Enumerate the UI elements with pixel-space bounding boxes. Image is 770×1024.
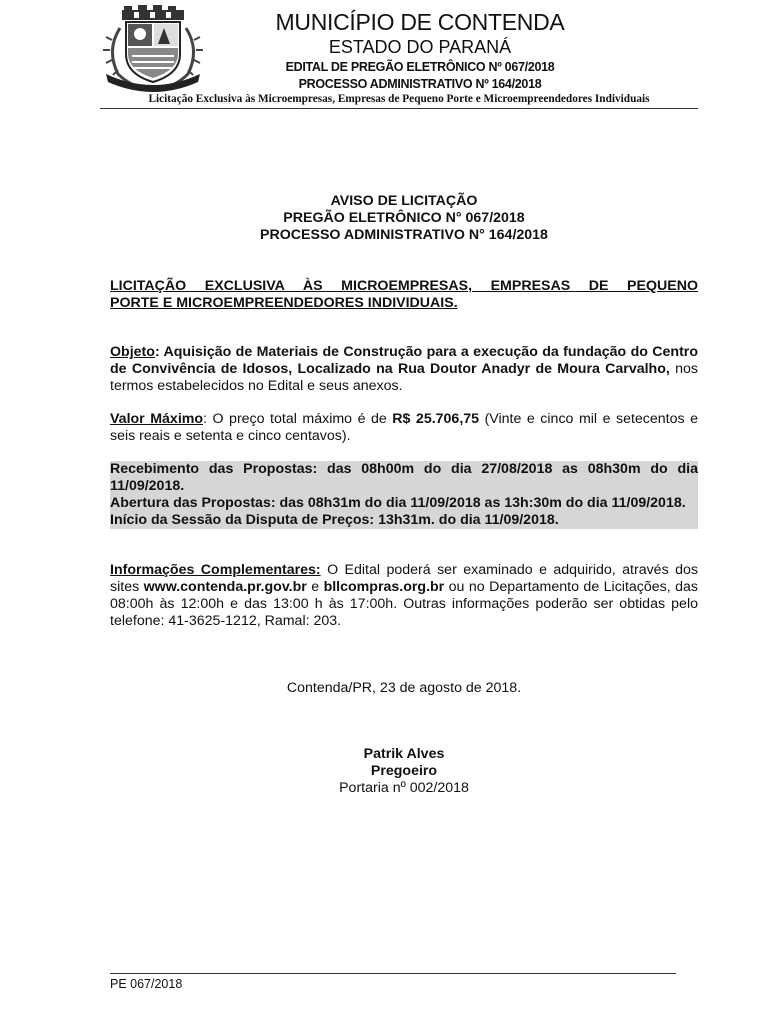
header-divider (100, 108, 698, 109)
exclusive-line-1: LICITAÇÃO EXCLUSIVA ÀS MICROEMPRESAS, EMPRESAS DE PEQUENO (110, 278, 698, 294)
footer-reference: PE 067/2018 (110, 977, 183, 991)
state-title: ESTADO DO PARANÁ (328, 37, 512, 57)
info-text-1: O Edital poderá ser examinado e adquirido, através dos sites (110, 562, 698, 595)
schedule-recebimento: Recebimento das Propostas: das 08h00m do dia 27/08/2018 as 08h30m do dia 11/09/2018. (110, 461, 698, 494)
schedule-box (110, 461, 698, 529)
footer-divider (110, 973, 676, 974)
schedule-inicio: Início da Sessão da Disputa de Preços: 13h31m. do dia 11/09/2018. (110, 512, 559, 528)
schedule-abertura: Abertura das Propostas: das 08h31m do dia 11/09/2018 as 13h:30m do dia 11/09/2018. (110, 495, 686, 511)
info-text-3: ou no Departamento de Licitações, das 08:00h às 12:00h e das 13:00 h às 17:00h. Outras informações poderão ser obtidas pelo telefone: 41-3625-1212, Ramal: 203. (110, 579, 698, 629)
objeto-label: Objeto (110, 344, 155, 360)
exclusive-paragraph (110, 278, 698, 312)
objeto-paragraph (110, 344, 698, 395)
objeto-text: : Aquisição de Materiais de Construção para a execução da fundação do Centro de Convivência de Idosos, Localizado na Rua Doutor Anadyr de Moura Carvalho, (110, 344, 698, 377)
processo-number: PROCESSO ADMINISTRATIVO Nº 164/2018 (298, 77, 542, 91)
valor-text-2: (Vinte e cinco mil e setecentos e seis reais e setenta e cinco centavos). (110, 411, 699, 444)
signature-name: Patrik Alves (363, 746, 445, 762)
info-site-1: www.contenda.pr.gov.br (143, 579, 307, 595)
municipality-title: MUNICÍPIO DE CONTENDA (275, 9, 565, 35)
notice-processo: PROCESSO ADMINISTRATIVO N° 164/2018 (260, 227, 548, 243)
valor-text-1: : O preço total máximo é de (203, 411, 393, 427)
info-label: Informações Complementares: (110, 562, 321, 578)
signature-date: Contenda/PR, 23 de agosto de 2018. (286, 680, 522, 696)
notice-pregao: PREGÃO ELETRÔNICO N° 067/2018 (283, 210, 525, 226)
exclusive-line-2: PORTE E MICROEMPREENDEDORES INDIVIDUAIS. (110, 295, 458, 311)
valor-paragraph (110, 411, 698, 445)
info-site-2: bllcompras.org.br (323, 579, 445, 595)
notice-title: AVISO DE LICITAÇÃO (330, 193, 478, 209)
signature-role: Pregoeiro (370, 763, 438, 779)
info-paragraph (110, 562, 698, 630)
valor-amount: R$ 25.706,75 (392, 411, 480, 427)
valor-label: Valor Máximo (110, 411, 204, 427)
objeto-text-rest: nos termos estabelecidos no Edital e seus anexos. (110, 361, 698, 394)
signature-portaria: Portaria nº 002/2018 (339, 780, 469, 796)
exclusive-note: Licitação Exclusiva às Microempresas, Empresas de Pequeno Porte e Microempreendedores Individuais (148, 93, 650, 105)
info-text-2: e (306, 579, 324, 595)
edital-number: EDITAL DE PREGÃO ELETRÔNICO Nº 067/2018 (285, 60, 555, 74)
